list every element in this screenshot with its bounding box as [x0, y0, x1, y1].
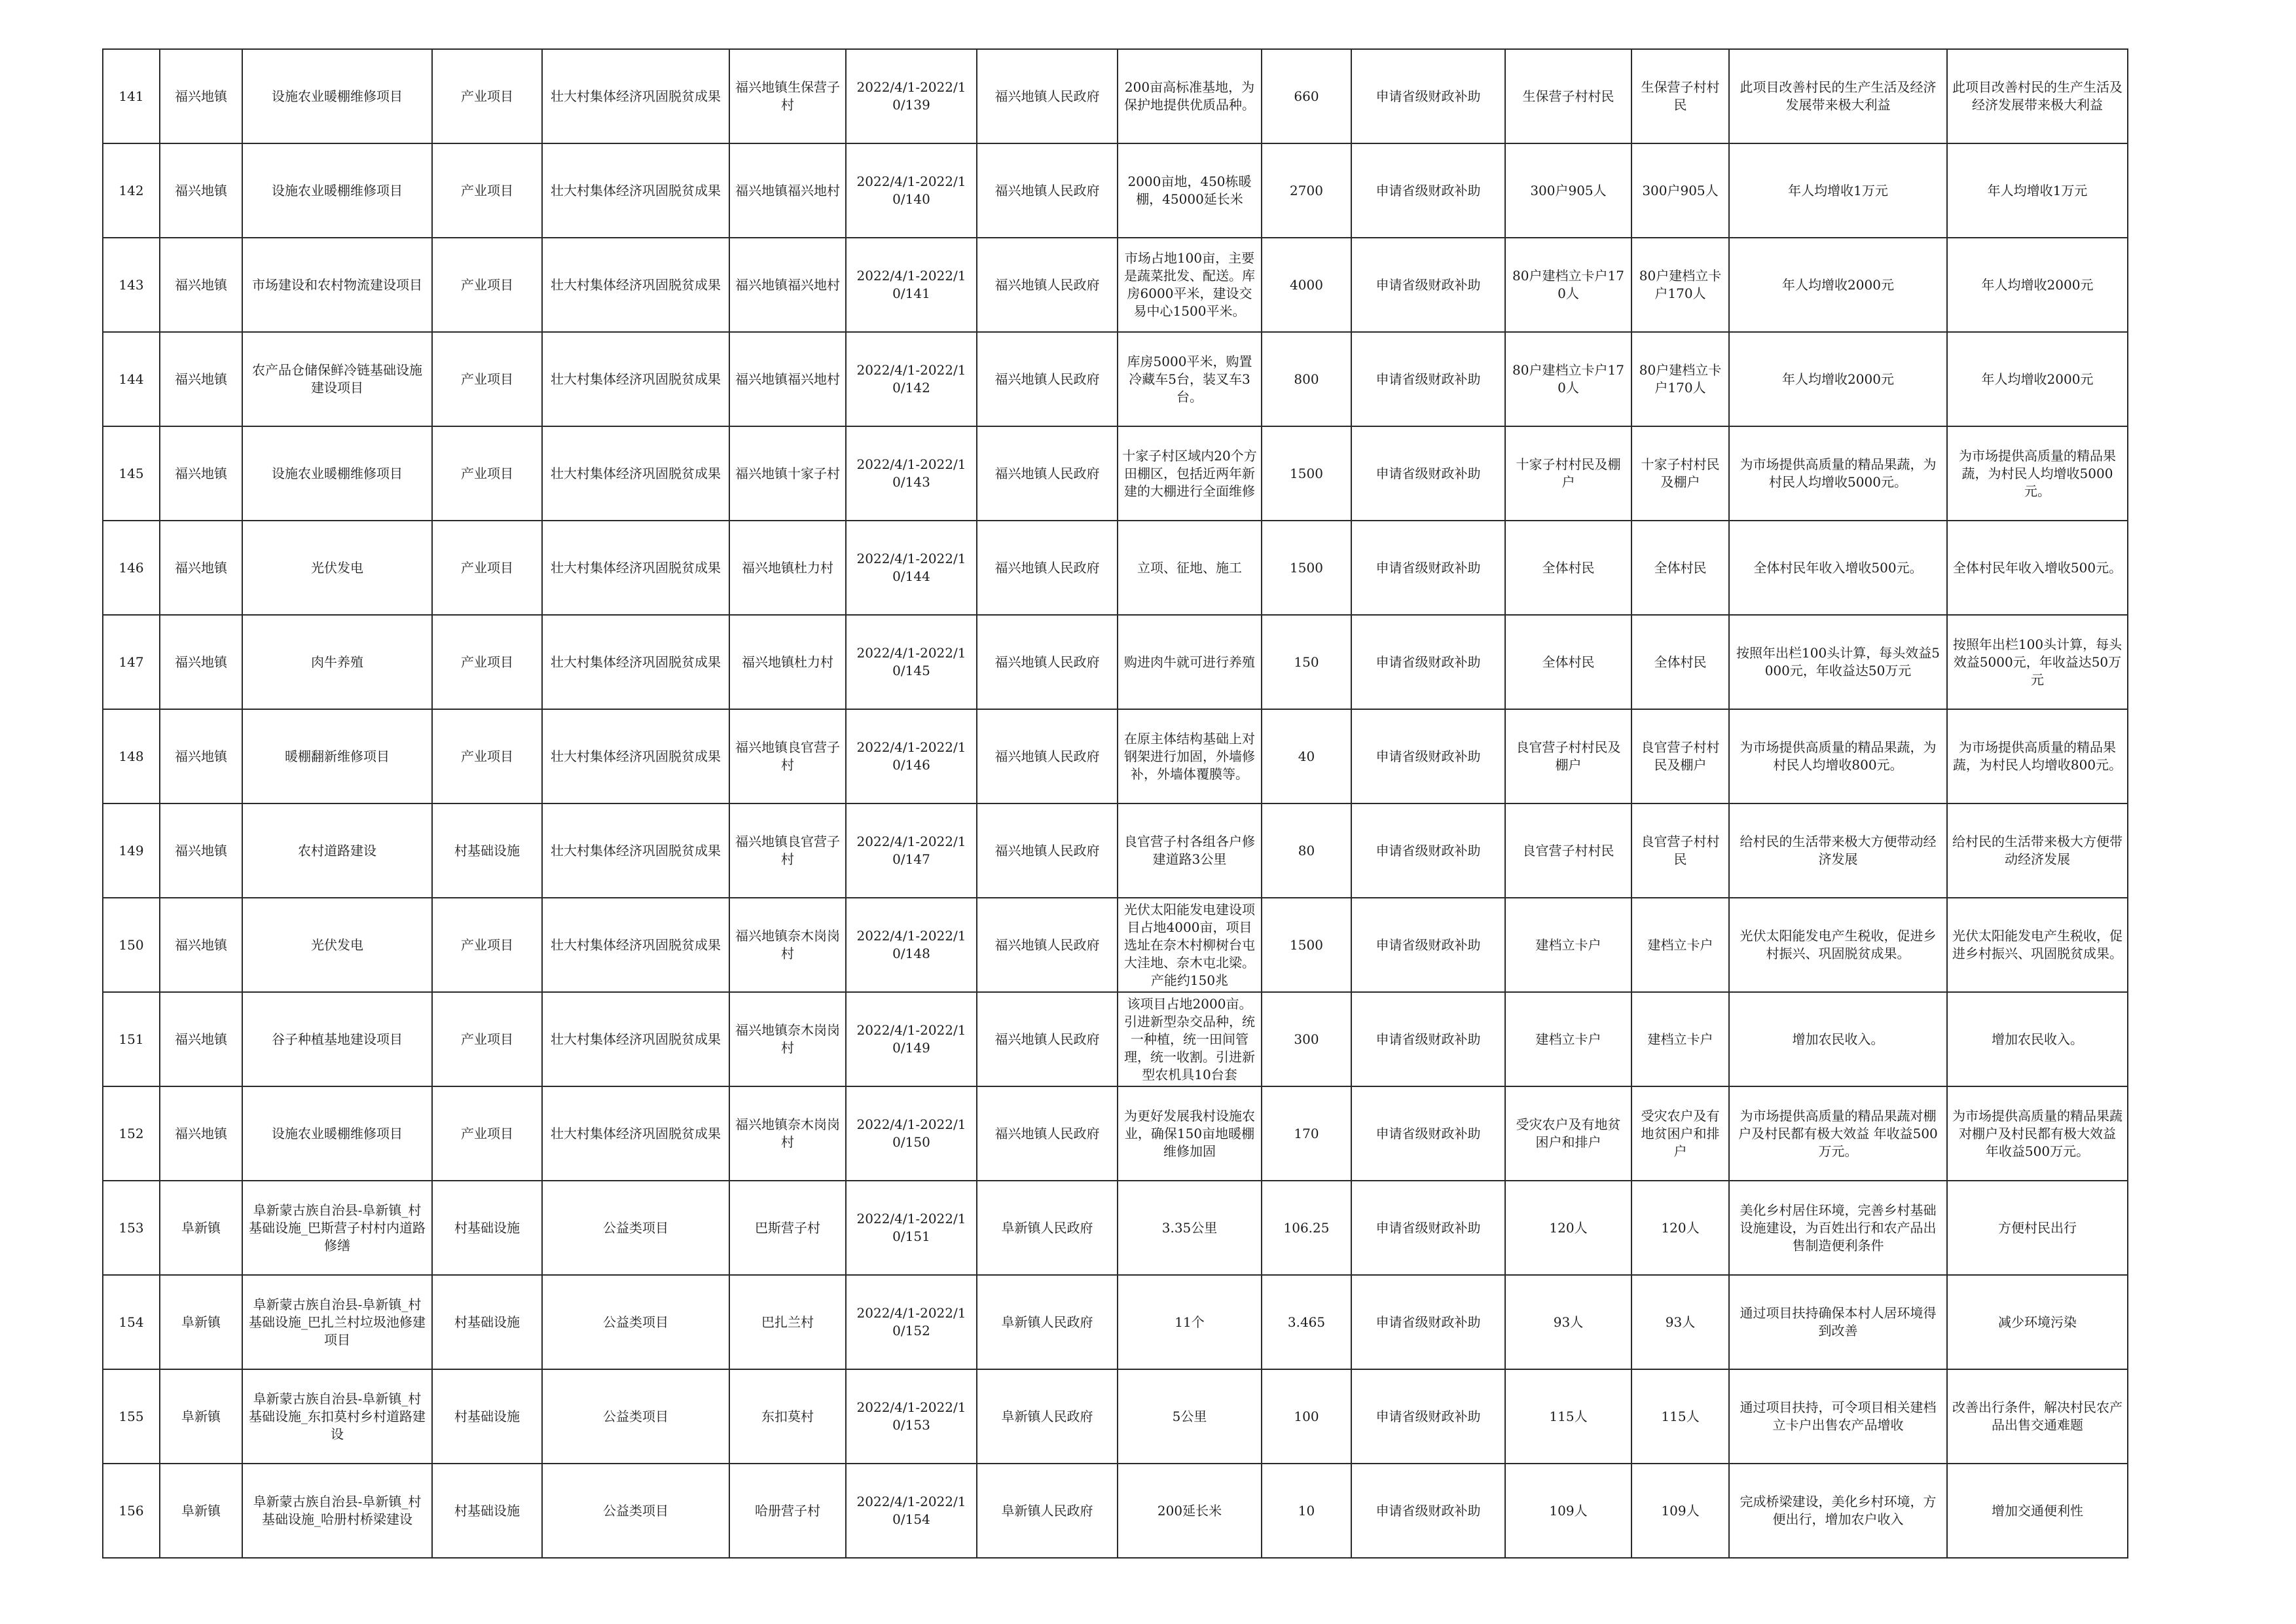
cell-period: 2022/4/1-2022/10/146 [846, 709, 977, 803]
cell-benefit-description: 美化乡村居住环境，完善乡村基础设施建设，为百姓出行和农产品出售制造便利条件 [1729, 1181, 1947, 1275]
cell-benefit-description: 通过项目扶持确保本村人居环境得到改善 [1729, 1275, 1947, 1369]
cell-expected-outcome: 全体村民年收入增收500元。 [1947, 521, 2128, 615]
cell-benefit-description: 给村民的生活带来极大方便带动经济发展 [1729, 803, 1947, 898]
cell-period: 2022/4/1-2022/10/142 [846, 332, 977, 426]
cell-expected-outcome: 为市场提供高质量的精品果蔬，为村民人均增收800元。 [1947, 709, 2128, 803]
cell-project-name: 阜新蒙古族自治县-阜新镇_村基础设施_东扣莫村乡村道路建设 [242, 1369, 432, 1464]
cell-location: 东扣莫村 [729, 1369, 846, 1464]
cell-project-type: 产业项目 [432, 49, 542, 143]
cell-beneficiary-households: 93人 [1631, 1275, 1729, 1369]
cell-row-number: 148 [103, 709, 160, 803]
cell-funding-source: 申请省级财政补助 [1351, 898, 1505, 992]
cell-beneficiary-households: 全体村民 [1631, 615, 1729, 709]
cell-period: 2022/4/1-2022/10/152 [846, 1275, 977, 1369]
cell-construction-content: 立项、征地、施工 [1118, 521, 1262, 615]
cell-amount: 150 [1262, 615, 1351, 709]
cell-period: 2022/4/1-2022/10/145 [846, 615, 977, 709]
cell-expected-outcome: 为市场提供高质量的精品果蔬对棚户及村民都有极大效益 年收益500万元。 [1947, 1086, 2128, 1181]
cell-funding-source: 申请省级财政补助 [1351, 803, 1505, 898]
cell-location: 福兴地镇福兴地村 [729, 238, 846, 332]
cell-construction-content: 良官营子村各组各户修建道路3公里 [1118, 803, 1262, 898]
cell-beneficiaries: 建档立卡户 [1505, 992, 1631, 1086]
cell-town: 福兴地镇 [160, 332, 242, 426]
cell-row-number: 141 [103, 49, 160, 143]
cell-funding-source: 申请省级财政补助 [1351, 143, 1505, 238]
cell-construction-content: 购进肉牛就可进行养殖 [1118, 615, 1262, 709]
cell-construction-content: 在原主体结构基础上对钢架进行加固，外墙修补，外墙体覆膜等。 [1118, 709, 1262, 803]
cell-project-goal: 壮大村集体经济巩固脱贫成果 [542, 143, 729, 238]
cell-expected-outcome: 年人均增收2000元 [1947, 238, 2128, 332]
cell-project-type: 村基础设施 [432, 1275, 542, 1369]
cell-funding-source: 申请省级财政补助 [1351, 615, 1505, 709]
cell-project-goal: 壮大村集体经济巩固脱贫成果 [542, 615, 729, 709]
cell-row-number: 156 [103, 1464, 160, 1558]
cell-project-goal: 壮大村集体经济巩固脱贫成果 [542, 238, 729, 332]
cell-amount: 80 [1262, 803, 1351, 898]
cell-responsible-unit: 福兴地镇人民政府 [977, 238, 1118, 332]
cell-project-goal: 壮大村集体经济巩固脱贫成果 [542, 709, 729, 803]
cell-amount: 100 [1262, 1369, 1351, 1464]
cell-row-number: 150 [103, 898, 160, 992]
cell-location: 福兴地镇福兴地村 [729, 143, 846, 238]
cell-row-number: 149 [103, 803, 160, 898]
cell-location: 福兴地镇奈木岗岗村 [729, 898, 846, 992]
cell-amount: 106.25 [1262, 1181, 1351, 1275]
cell-row-number: 145 [103, 426, 160, 521]
cell-expected-outcome: 光伏太阳能发电产生税收，促进乡村振兴、巩固脱贫成果。 [1947, 898, 2128, 992]
cell-period: 2022/4/1-2022/10/139 [846, 49, 977, 143]
cell-row-number: 155 [103, 1369, 160, 1464]
cell-beneficiaries: 109人 [1505, 1464, 1631, 1558]
cell-beneficiary-households: 建档立卡户 [1631, 898, 1729, 992]
cell-project-type: 产业项目 [432, 521, 542, 615]
cell-project-type: 产业项目 [432, 992, 542, 1086]
cell-beneficiary-households: 109人 [1631, 1464, 1729, 1558]
cell-funding-source: 申请省级财政补助 [1351, 1464, 1505, 1558]
cell-beneficiaries: 93人 [1505, 1275, 1631, 1369]
cell-amount: 1500 [1262, 426, 1351, 521]
cell-town: 福兴地镇 [160, 238, 242, 332]
cell-period: 2022/4/1-2022/10/148 [846, 898, 977, 992]
cell-project-name: 农村道路建设 [242, 803, 432, 898]
cell-town: 福兴地镇 [160, 615, 242, 709]
cell-responsible-unit: 福兴地镇人民政府 [977, 426, 1118, 521]
cell-beneficiary-households: 良官营子村村民 [1631, 803, 1729, 898]
cell-project-name: 阜新蒙古族自治县-阜新镇_村基础设施_哈册村桥梁建设 [242, 1464, 432, 1558]
cell-benefit-description: 年人均增收2000元 [1729, 238, 1947, 332]
cell-responsible-unit: 阜新镇人民政府 [977, 1369, 1118, 1464]
cell-benefit-description: 按照年出栏100头计算，每头效益5000元，年收益达50万元 [1729, 615, 1947, 709]
cell-construction-content: 2000亩地，450栋暖棚，45000延长米 [1118, 143, 1262, 238]
cell-town: 福兴地镇 [160, 426, 242, 521]
cell-benefit-description: 全体村民年收入增收500元。 [1729, 521, 1947, 615]
cell-row-number: 153 [103, 1181, 160, 1275]
cell-beneficiary-households: 生保营子村村民 [1631, 49, 1729, 143]
cell-benefit-description: 通过项目扶持，可令项目相关建档立卡户出售农产品增收 [1729, 1369, 1947, 1464]
cell-expected-outcome: 此项目改善村民的生产生活及经济发展带来极大利益 [1947, 49, 2128, 143]
cell-responsible-unit: 福兴地镇人民政府 [977, 992, 1118, 1086]
cell-project-name: 农产品仓储保鲜冷链基础设施建设项目 [242, 332, 432, 426]
cell-beneficiary-households: 300户905人 [1631, 143, 1729, 238]
cell-expected-outcome: 减少环境污染 [1947, 1275, 2128, 1369]
cell-town: 阜新镇 [160, 1275, 242, 1369]
cell-project-goal: 壮大村集体经济巩固脱贫成果 [542, 332, 729, 426]
cell-expected-outcome: 改善出行条件，解决村民农产品出售交通难题 [1947, 1369, 2128, 1464]
cell-funding-source: 申请省级财政补助 [1351, 426, 1505, 521]
cell-project-goal: 壮大村集体经济巩固脱贫成果 [542, 49, 729, 143]
cell-construction-content: 5公里 [1118, 1369, 1262, 1464]
cell-expected-outcome: 增加交通便利性 [1947, 1464, 2128, 1558]
cell-project-type: 产业项目 [432, 615, 542, 709]
cell-location: 福兴地镇良官营子村 [729, 803, 846, 898]
cell-amount: 660 [1262, 49, 1351, 143]
cell-expected-outcome: 年人均增收1万元 [1947, 143, 2128, 238]
cell-project-type: 产业项目 [432, 1086, 542, 1181]
cell-amount: 1500 [1262, 521, 1351, 615]
cell-project-goal: 壮大村集体经济巩固脱贫成果 [542, 898, 729, 992]
cell-period: 2022/4/1-2022/10/149 [846, 992, 977, 1086]
cell-beneficiaries: 受灾农户及有地贫困户和排户 [1505, 1086, 1631, 1181]
cell-construction-content: 十家子村区域内20个方田棚区，包括近两年新建的大棚进行全面维修 [1118, 426, 1262, 521]
cell-amount: 1500 [1262, 898, 1351, 992]
table-row [103, 803, 2128, 898]
cell-project-name: 设施农业暖棚维修项目 [242, 426, 432, 521]
cell-amount: 2700 [1262, 143, 1351, 238]
cell-project-name: 光伏发电 [242, 898, 432, 992]
table-row [103, 49, 2128, 143]
cell-beneficiaries: 120人 [1505, 1181, 1631, 1275]
table-row [103, 1369, 2128, 1464]
cell-construction-content: 该项目占地2000亩。引进新型杂交品种，统一种植，统一田间管理，统一收割。引进新型农机具10台套 [1118, 992, 1262, 1086]
cell-project-name: 设施农业暖棚维修项目 [242, 143, 432, 238]
table-row [103, 332, 2128, 426]
cell-row-number: 146 [103, 521, 160, 615]
cell-amount: 170 [1262, 1086, 1351, 1181]
cell-expected-outcome: 年人均增收2000元 [1947, 332, 2128, 426]
table-row [103, 992, 2128, 1086]
cell-amount: 800 [1262, 332, 1351, 426]
cell-period: 2022/4/1-2022/10/143 [846, 426, 977, 521]
cell-town: 福兴地镇 [160, 898, 242, 992]
cell-town: 阜新镇 [160, 1181, 242, 1275]
cell-project-name: 肉牛养殖 [242, 615, 432, 709]
cell-construction-content: 200亩高标准基地，为保护地提供优质品种。 [1118, 49, 1262, 143]
cell-project-goal: 壮大村集体经济巩固脱贫成果 [542, 803, 729, 898]
cell-project-name: 暖棚翻新维修项目 [242, 709, 432, 803]
cell-row-number: 154 [103, 1275, 160, 1369]
cell-responsible-unit: 阜新镇人民政府 [977, 1275, 1118, 1369]
cell-responsible-unit: 福兴地镇人民政府 [977, 521, 1118, 615]
cell-beneficiaries: 良官营子村村民 [1505, 803, 1631, 898]
cell-period: 2022/4/1-2022/10/153 [846, 1369, 977, 1464]
cell-project-type: 产业项目 [432, 143, 542, 238]
cell-project-type: 产业项目 [432, 709, 542, 803]
cell-project-type: 产业项目 [432, 426, 542, 521]
cell-funding-source: 申请省级财政补助 [1351, 992, 1505, 1086]
cell-benefit-description: 光伏太阳能发电产生税收，促进乡村振兴、巩固脱贫成果。 [1729, 898, 1947, 992]
cell-beneficiaries: 良官营子村村民及棚户 [1505, 709, 1631, 803]
cell-beneficiaries: 建档立卡户 [1505, 898, 1631, 992]
cell-expected-outcome: 方便村民出行 [1947, 1181, 2128, 1275]
cell-period: 2022/4/1-2022/10/150 [846, 1086, 977, 1181]
cell-benefit-description: 年人均增收1万元 [1729, 143, 1947, 238]
cell-benefit-description: 为市场提供高质量的精品果蔬对棚户及村民都有极大效益 年收益500万元。 [1729, 1086, 1947, 1181]
cell-expected-outcome: 按照年出栏100头计算，每头效益5000元，年收益达50万元 [1947, 615, 2128, 709]
cell-construction-content: 200延长米 [1118, 1464, 1262, 1558]
cell-project-name: 阜新蒙古族自治县-阜新镇_村基础设施_巴扎兰村垃圾池修建项目 [242, 1275, 432, 1369]
cell-benefit-description: 完成桥梁建设，美化乡村环境，方便出行，增加农户收入 [1729, 1464, 1947, 1558]
cell-construction-content: 市场占地100亩，主要是蔬菜批发、配送。库房6000平米，建设交易中心1500平米。 [1118, 238, 1262, 332]
cell-project-type: 村基础设施 [432, 1464, 542, 1558]
table-row [103, 426, 2128, 521]
cell-town: 阜新镇 [160, 1464, 242, 1558]
cell-period: 2022/4/1-2022/10/144 [846, 521, 977, 615]
cell-project-goal: 公益类项目 [542, 1275, 729, 1369]
cell-location: 巴扎兰村 [729, 1275, 846, 1369]
cell-town: 福兴地镇 [160, 1086, 242, 1181]
cell-location: 福兴地镇良官营子村 [729, 709, 846, 803]
cell-project-goal: 壮大村集体经济巩固脱贫成果 [542, 1086, 729, 1181]
table-row [103, 238, 2128, 332]
cell-amount: 40 [1262, 709, 1351, 803]
cell-project-goal: 壮大村集体经济巩固脱贫成果 [542, 521, 729, 615]
cell-row-number: 143 [103, 238, 160, 332]
cell-project-type: 村基础设施 [432, 1181, 542, 1275]
cell-beneficiary-households: 受灾农户及有地贫困户和排户 [1631, 1086, 1729, 1181]
cell-project-type: 产业项目 [432, 898, 542, 992]
cell-benefit-description: 年人均增收2000元 [1729, 332, 1947, 426]
table-row [103, 709, 2128, 803]
cell-period: 2022/4/1-2022/10/147 [846, 803, 977, 898]
cell-town: 福兴地镇 [160, 49, 242, 143]
cell-beneficiary-households: 良官营子村村民及棚户 [1631, 709, 1729, 803]
cell-beneficiaries: 生保营子村村民 [1505, 49, 1631, 143]
cell-expected-outcome: 给村民的生活带来极大方便带动经济发展 [1947, 803, 2128, 898]
cell-town: 福兴地镇 [160, 709, 242, 803]
cell-beneficiaries: 115人 [1505, 1369, 1631, 1464]
cell-location: 福兴地镇奈木岗岗村 [729, 992, 846, 1086]
cell-project-name: 市场建设和农村物流建设项目 [242, 238, 432, 332]
cell-funding-source: 申请省级财政补助 [1351, 1369, 1505, 1464]
table-row [103, 1275, 2128, 1369]
table-row [103, 898, 2128, 992]
cell-project-goal: 公益类项目 [542, 1369, 729, 1464]
cell-project-type: 村基础设施 [432, 1369, 542, 1464]
cell-benefit-description: 为市场提供高质量的精品果蔬，为村民人均增收800元。 [1729, 709, 1947, 803]
cell-benefit-description: 为市场提供高质量的精品果蔬，为村民人均增收5000元。 [1729, 426, 1947, 521]
cell-expected-outcome: 为市场提供高质量的精品果蔬，为村民人均增收5000元。 [1947, 426, 2128, 521]
cell-project-goal: 公益类项目 [542, 1464, 729, 1558]
cell-construction-content: 为更好发展我村设施农业，确保150亩地暖棚维修加固 [1118, 1086, 1262, 1181]
cell-responsible-unit: 福兴地镇人民政府 [977, 1086, 1118, 1181]
cell-construction-content: 光伏太阳能发电建设项目占地4000亩，项目选址在奈木村柳树台屯大洼地、奈木屯北梁。产能约150兆 [1118, 898, 1262, 992]
cell-project-name: 谷子种植基地建设项目 [242, 992, 432, 1086]
cell-town: 福兴地镇 [160, 992, 242, 1086]
table-row [103, 521, 2128, 615]
cell-beneficiaries: 十家子村村民及棚户 [1505, 426, 1631, 521]
cell-funding-source: 申请省级财政补助 [1351, 332, 1505, 426]
table-row [103, 1086, 2128, 1181]
cell-location: 哈册营子村 [729, 1464, 846, 1558]
cell-responsible-unit: 福兴地镇人民政府 [977, 143, 1118, 238]
cell-project-name: 设施农业暖棚维修项目 [242, 49, 432, 143]
cell-amount: 4000 [1262, 238, 1351, 332]
cell-town: 福兴地镇 [160, 803, 242, 898]
cell-beneficiaries: 80户建档立卡户170人 [1505, 238, 1631, 332]
cell-project-type: 产业项目 [432, 238, 542, 332]
cell-beneficiary-households: 115人 [1631, 1369, 1729, 1464]
cell-town: 福兴地镇 [160, 143, 242, 238]
cell-amount: 3.465 [1262, 1275, 1351, 1369]
cell-beneficiary-households: 80户建档立卡户170人 [1631, 332, 1729, 426]
table-row [103, 1181, 2128, 1275]
cell-amount: 300 [1262, 992, 1351, 1086]
cell-responsible-unit: 福兴地镇人民政府 [977, 332, 1118, 426]
cell-period: 2022/4/1-2022/10/154 [846, 1464, 977, 1558]
cell-construction-content: 11个 [1118, 1275, 1262, 1369]
cell-beneficiaries: 300户905人 [1505, 143, 1631, 238]
cell-construction-content: 库房5000平米，购置冷藏车5台，装叉车3台。 [1118, 332, 1262, 426]
cell-responsible-unit: 福兴地镇人民政府 [977, 898, 1118, 992]
cell-funding-source: 申请省级财政补助 [1351, 238, 1505, 332]
table-row [103, 1464, 2128, 1558]
cell-location: 福兴地镇杜力村 [729, 615, 846, 709]
cell-beneficiary-households: 80户建档立卡户170人 [1631, 238, 1729, 332]
cell-location: 巴斯营子村 [729, 1181, 846, 1275]
project-table [102, 48, 2128, 1559]
cell-project-name: 设施农业暖棚维修项目 [242, 1086, 432, 1181]
cell-funding-source: 申请省级财政补助 [1351, 709, 1505, 803]
cell-funding-source: 申请省级财政补助 [1351, 1181, 1505, 1275]
cell-beneficiaries: 80户建档立卡户170人 [1505, 332, 1631, 426]
cell-responsible-unit: 阜新镇人民政府 [977, 1181, 1118, 1275]
table-row [103, 143, 2128, 238]
cell-period: 2022/4/1-2022/10/141 [846, 238, 977, 332]
cell-funding-source: 申请省级财政补助 [1351, 1275, 1505, 1369]
cell-period: 2022/4/1-2022/10/151 [846, 1181, 977, 1275]
cell-row-number: 152 [103, 1086, 160, 1181]
cell-period: 2022/4/1-2022/10/140 [846, 143, 977, 238]
cell-row-number: 151 [103, 992, 160, 1086]
cell-amount: 10 [1262, 1464, 1351, 1558]
cell-row-number: 142 [103, 143, 160, 238]
cell-town: 阜新镇 [160, 1369, 242, 1464]
cell-beneficiary-households: 十家子村村民及棚户 [1631, 426, 1729, 521]
cell-project-name: 阜新蒙古族自治县-阜新镇_村基础设施_巴斯营子村村内道路修缮 [242, 1181, 432, 1275]
cell-beneficiary-households: 建档立卡户 [1631, 992, 1729, 1086]
cell-project-type: 产业项目 [432, 332, 542, 426]
cell-project-goal: 壮大村集体经济巩固脱贫成果 [542, 992, 729, 1086]
cell-responsible-unit: 阜新镇人民政府 [977, 1464, 1118, 1558]
cell-location: 福兴地镇奈木岗岗村 [729, 1086, 846, 1181]
cell-location: 福兴地镇十家子村 [729, 426, 846, 521]
cell-row-number: 147 [103, 615, 160, 709]
cell-row-number: 144 [103, 332, 160, 426]
cell-responsible-unit: 福兴地镇人民政府 [977, 709, 1118, 803]
cell-responsible-unit: 福兴地镇人民政府 [977, 803, 1118, 898]
cell-construction-content: 3.35公里 [1118, 1181, 1262, 1275]
cell-location: 福兴地镇福兴地村 [729, 332, 846, 426]
cell-benefit-description: 此项目改善村民的生产生活及经济发展带来极大利益 [1729, 49, 1947, 143]
cell-beneficiaries: 全体村民 [1505, 615, 1631, 709]
cell-location: 福兴地镇杜力村 [729, 521, 846, 615]
cell-expected-outcome: 增加农民收入。 [1947, 992, 2128, 1086]
table-body [103, 49, 2128, 1558]
cell-town: 福兴地镇 [160, 521, 242, 615]
cell-responsible-unit: 福兴地镇人民政府 [977, 615, 1118, 709]
cell-responsible-unit: 福兴地镇人民政府 [977, 49, 1118, 143]
cell-beneficiary-households: 120人 [1631, 1181, 1729, 1275]
table-row [103, 615, 2128, 709]
cell-project-goal: 壮大村集体经济巩固脱贫成果 [542, 426, 729, 521]
cell-project-goal: 公益类项目 [542, 1181, 729, 1275]
cell-project-type: 村基础设施 [432, 803, 542, 898]
cell-funding-source: 申请省级财政补助 [1351, 1086, 1505, 1181]
cell-location: 福兴地镇生保营子村 [729, 49, 846, 143]
cell-funding-source: 申请省级财政补助 [1351, 521, 1505, 615]
cell-beneficiaries: 全体村民 [1505, 521, 1631, 615]
cell-project-name: 光伏发电 [242, 521, 432, 615]
cell-benefit-description: 增加农民收入。 [1729, 992, 1947, 1086]
cell-funding-source: 申请省级财政补助 [1351, 49, 1505, 143]
cell-beneficiary-households: 全体村民 [1631, 521, 1729, 615]
